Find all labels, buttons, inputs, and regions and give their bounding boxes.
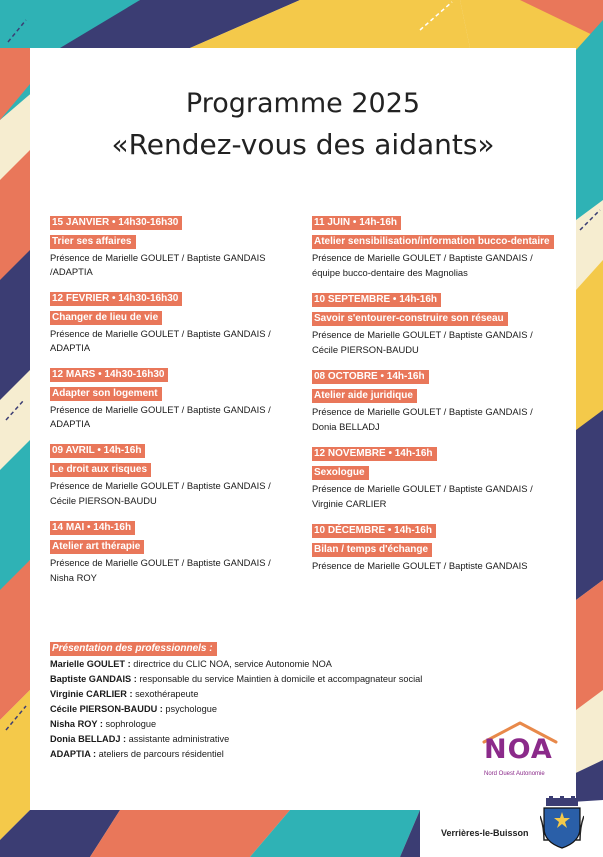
professionals-section [50, 638, 450, 762]
event-date: 09 AVRIL • 14h-16h [50, 444, 145, 458]
event-item [50, 440, 305, 508]
event-presence: Présence de Marielle GOULET / Baptiste GANDAIS / [312, 329, 533, 340]
event-presence: Présence de Marielle GOULET / Baptiste GANDAIS / [312, 483, 533, 494]
professional-item [50, 717, 450, 732]
event-item [312, 366, 567, 434]
event-topic: Sexologue [312, 466, 369, 480]
event-date: 14 MAI • 14h-16h [50, 521, 135, 535]
event-presence: Présence de Marielle GOULET / Baptiste GANDAIS / [50, 557, 271, 568]
event-presence: Présence de Marielle GOULET / Baptiste GANDAIS / [312, 406, 533, 417]
event-date: 10 DÉCEMBRE • 14h-16h [312, 524, 436, 538]
event-presence: Présence de Marielle GOULET / Baptiste GANDAIS [312, 560, 528, 571]
event-item [50, 212, 305, 279]
event-date: 08 OCTOBRE • 14h-16h [312, 370, 429, 384]
town-crest-icon [540, 796, 584, 850]
event-date: 10 SEPTEMBRE • 14h-16h [312, 293, 441, 307]
event-presence-extra: Virginie CARLIER [312, 498, 387, 509]
event-presence: Présence de Marielle GOULET / Baptiste GANDAIS /ADAPTIA [50, 252, 266, 277]
event-topic: Le droit aux risques [50, 463, 151, 477]
professional-name: Marielle GOULET : [50, 659, 131, 669]
events-column-left [50, 212, 305, 594]
page-title: Programme 2025 [185, 88, 421, 119]
event-topic: Trier ses affaires [50, 235, 136, 249]
professional-name: Baptiste GANDAIS : [50, 674, 137, 684]
event-item [312, 289, 567, 357]
professional-role: assistante administrative [126, 734, 230, 744]
event-item [312, 520, 567, 573]
professional-item [50, 687, 450, 702]
professional-item [50, 657, 450, 672]
professionals-heading: Présentation des professionnels : [50, 642, 217, 656]
professional-name: Cécile PIERSON-BAUDU : [50, 704, 163, 714]
event-presence: Présence de Marielle GOULET / Baptiste GANDAIS / [312, 252, 533, 263]
professional-role: sophrologue [102, 719, 157, 729]
event-presence: Présence de Marielle GOULET / Baptiste GANDAIS / [50, 480, 271, 491]
event-topic: Atelier aide juridique [312, 389, 417, 403]
event-date: 15 JANVIER • 14h30-16h30 [50, 216, 182, 230]
event-topic: Savoir s'entourer-construire son réseau [312, 312, 508, 326]
event-topic: Changer de lieu de vie [50, 311, 162, 325]
professional-item [50, 702, 450, 717]
event-date: 11 JUIN • 14h-16h [312, 216, 401, 230]
professional-role: directrice du CLIC NOA, service Autonomie NOA [130, 659, 332, 669]
event-presence: Présence de Marielle GOULET / Baptiste GANDAIS / ADAPTIA [50, 328, 271, 353]
page-subtitle: «Rendez-vous des aidants» [111, 128, 495, 161]
event-item [312, 443, 567, 511]
professional-role: responsable du service Maintien à domicile et accompagnateur social [136, 674, 423, 684]
event-date: 12 FEVRIER • 14h30-16h30 [50, 292, 182, 306]
events-column-right [312, 212, 567, 582]
event-presence: Présence de Marielle GOULET / Baptiste GANDAIS / ADAPTIA [50, 404, 271, 429]
event-item [50, 364, 305, 431]
professional-role: sexothérapeute [132, 689, 199, 699]
event-item [50, 288, 305, 355]
program-card [30, 48, 576, 810]
professional-role: ateliers de parcours résidentiel [96, 749, 224, 759]
professional-name: Virginie CARLIER : [50, 689, 133, 699]
town-name: Verrières-le-Buisson [441, 828, 529, 838]
noa-logo [470, 720, 570, 780]
professional-name: Nisha ROY : [50, 719, 103, 729]
event-presence-extra: Donia BELLADJ [312, 421, 380, 432]
event-date: 12 MARS • 14h30-16h30 [50, 368, 168, 382]
event-date: 12 NOVEMBRE • 14h-16h [312, 447, 437, 461]
event-presence-extra: Cécile PIERSON-BAUDU [50, 495, 157, 506]
event-item [50, 517, 305, 585]
event-presence-extra: Cécile PIERSON-BAUDU [312, 344, 419, 355]
event-topic: Atelier art thérapie [50, 540, 144, 554]
event-presence-extra: Nisha ROY [50, 572, 97, 583]
event-topic: Adapter son logement [50, 387, 162, 401]
professional-role: psychologue [162, 704, 217, 714]
professional-item [50, 732, 450, 747]
professional-item [50, 672, 450, 687]
event-item [312, 212, 567, 280]
professional-item [50, 747, 450, 762]
event-topic: Atelier sensibilisation/information bucco-dentaire [312, 235, 554, 249]
logo-wordmark: NOA [484, 734, 553, 765]
event-presence-extra: équipe bucco-dentaire des Magnolias [312, 267, 468, 278]
event-topic: Bilan / temps d'échange [312, 543, 432, 557]
logo-subtitle: Nord Ouest Autonomie [484, 771, 545, 777]
professional-name: ADAPTIA : [50, 749, 97, 759]
professional-name: Donia BELLADJ : [50, 734, 127, 744]
